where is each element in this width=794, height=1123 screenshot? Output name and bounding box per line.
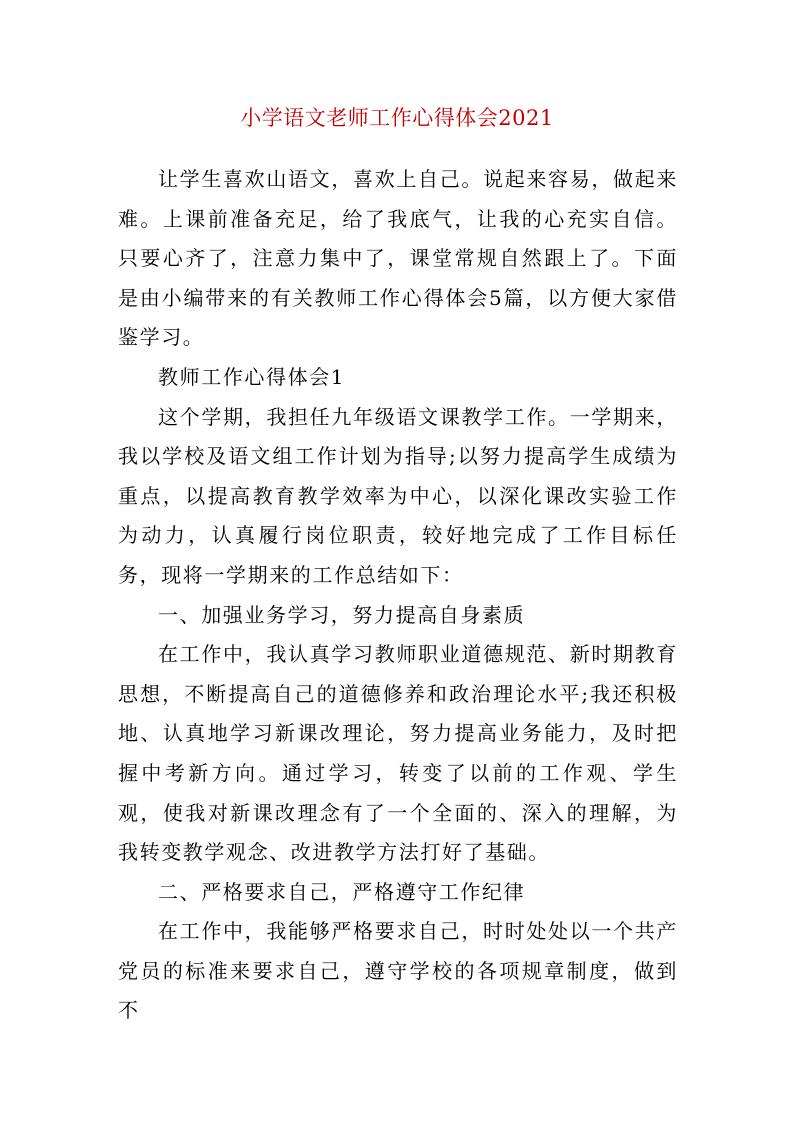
paragraph-2: 在工作中，我认真学习教师职业道德规范、新时期教育思想，不断提高自己的道德修养和政治理论水平;我还积极地、认真地学习新课改理论，努力提高业务能力，及时把握中考新方向。通过学习，转变了以前的工作观、学生观，使我对新课改理念有了一个全面的、深入的理解，为我转变教学观念、改进教学方法打好了基础。 <box>118 642 678 865</box>
intro-paragraph: 让学生喜欢山语文，喜欢上自己。说起来容易，做起来难。上课前准备充足，给了我底气，让我的心充实自信。只要心齐了，注意力集中了，课堂常规自然跟上了。下面是由小编带来的有关教师工作心得体会5篇，以方便大家借鉴学习。 <box>118 167 678 350</box>
document-title: 小学语文老师工作心得体会2021 <box>240 106 554 130</box>
section-heading-1: 教师工作心得体会1 <box>158 364 346 389</box>
paragraph-3: 在工作中，我能够严格要求自己，时时处处以一个共产党员的标准来要求自己，遵守学校的各项规章制度，做到不 <box>118 919 678 1023</box>
document-body <box>118 160 678 1031</box>
subheading-1: 一、加强业务学习，努力提高自身素质 <box>158 602 526 627</box>
subheading-2: 二、严格要求自己，严格遵守工作纪律 <box>158 879 526 904</box>
paragraph-1: 这个学期，我担任九年级语文课教学工作。一学期来，我以学校及语文组工作计划为指导;以努力提高学生成绩为重点，以提高教育教学效率为中心，以深化课改实验工作为动力，认真履行岗位职责，较好地完成了工作目标任务，现将一学期来的工作总结如下： <box>118 404 678 587</box>
